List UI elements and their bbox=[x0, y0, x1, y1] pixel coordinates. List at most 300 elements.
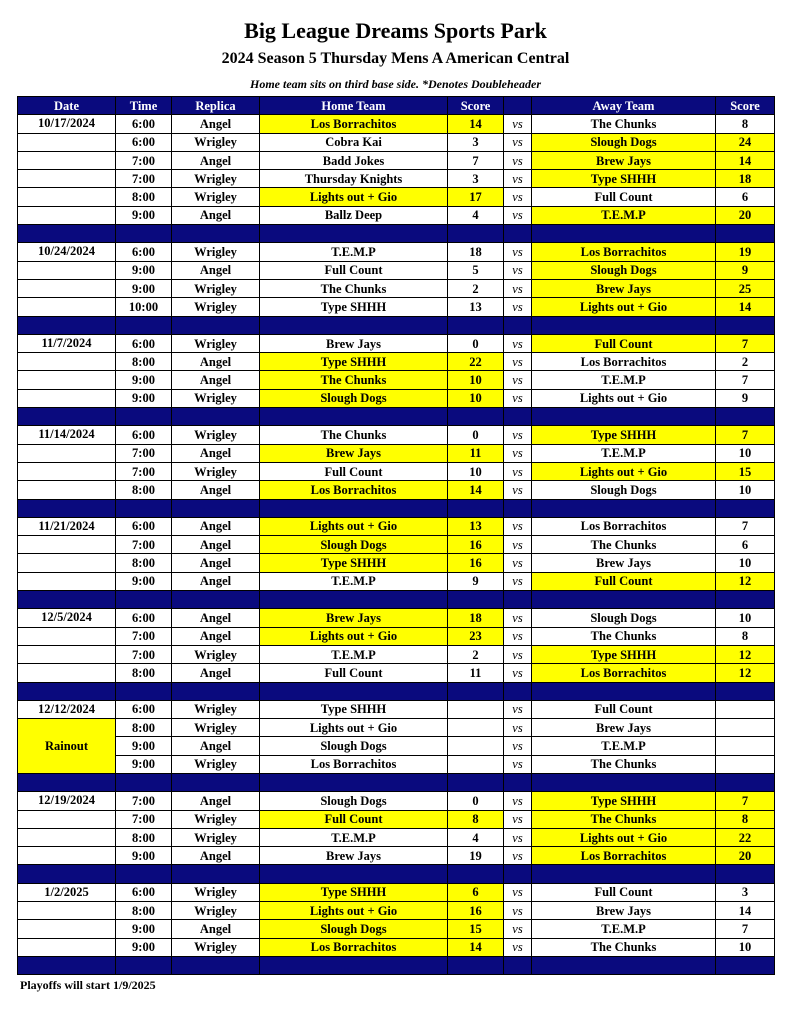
game-replica: Angel bbox=[172, 481, 260, 499]
home-score: 8 bbox=[448, 810, 504, 828]
game-date-empty bbox=[18, 261, 116, 279]
table-row bbox=[18, 645, 775, 663]
away-team: The Chunks bbox=[532, 810, 716, 828]
away-team: Lights out + Gio bbox=[532, 298, 716, 316]
game-date-empty bbox=[18, 133, 116, 151]
game-time: 6:00 bbox=[116, 133, 172, 151]
game-replica: Angel bbox=[172, 572, 260, 590]
game-date-empty bbox=[18, 938, 116, 956]
separator-cell bbox=[260, 591, 448, 609]
vs-label: vs bbox=[504, 792, 532, 810]
game-date: 12/19/2024 bbox=[18, 792, 116, 810]
game-date-empty bbox=[18, 188, 116, 206]
home-score: 10 bbox=[448, 462, 504, 480]
col-home-score: Score bbox=[448, 97, 504, 115]
away-score: 10 bbox=[716, 554, 775, 572]
table-row bbox=[18, 719, 775, 737]
schedule-table bbox=[17, 96, 775, 975]
vs-label: vs bbox=[504, 206, 532, 224]
table-row bbox=[18, 517, 775, 535]
away-team: The Chunks bbox=[532, 755, 716, 773]
vs-label: vs bbox=[504, 572, 532, 590]
table-row bbox=[18, 920, 775, 938]
away-score: 7 bbox=[716, 371, 775, 389]
away-score: 10 bbox=[716, 938, 775, 956]
separator-cell bbox=[18, 408, 116, 426]
separator-cell bbox=[716, 865, 775, 883]
away-score: 9 bbox=[716, 261, 775, 279]
separator-cell bbox=[532, 499, 716, 517]
week-separator bbox=[18, 956, 775, 974]
home-score: 18 bbox=[448, 609, 504, 627]
vs-label: vs bbox=[504, 719, 532, 737]
separator-cell bbox=[260, 682, 448, 700]
home-team: Cobra Kai bbox=[260, 133, 448, 151]
separator-cell bbox=[116, 956, 172, 974]
game-replica: Wrigley bbox=[172, 938, 260, 956]
home-team: Full Count bbox=[260, 261, 448, 279]
separator-cell bbox=[532, 316, 716, 334]
game-date-empty bbox=[18, 810, 116, 828]
game-date-empty bbox=[18, 462, 116, 480]
game-replica: Angel bbox=[172, 151, 260, 169]
table-row bbox=[18, 609, 775, 627]
away-team: Los Borrachitos bbox=[532, 847, 716, 865]
home-score: 7 bbox=[448, 151, 504, 169]
game-replica: Wrigley bbox=[172, 188, 260, 206]
table-row bbox=[18, 462, 775, 480]
home-team: Type SHHH bbox=[260, 353, 448, 371]
table-row bbox=[18, 206, 775, 224]
game-time: 7:00 bbox=[116, 645, 172, 663]
away-team: Type SHHH bbox=[532, 645, 716, 663]
home-team: Brew Jays bbox=[260, 847, 448, 865]
week-separator bbox=[18, 865, 775, 883]
week-separator bbox=[18, 591, 775, 609]
home-score: 18 bbox=[448, 243, 504, 261]
schedule-body bbox=[18, 115, 775, 975]
away-score: 22 bbox=[716, 828, 775, 846]
away-team: Full Count bbox=[532, 188, 716, 206]
game-date-empty bbox=[18, 554, 116, 572]
home-team: Los Borrachitos bbox=[260, 115, 448, 133]
vs-label: vs bbox=[504, 902, 532, 920]
away-team: Slough Dogs bbox=[532, 609, 716, 627]
vs-label: vs bbox=[504, 883, 532, 901]
home-team: Slough Dogs bbox=[260, 792, 448, 810]
away-score: 10 bbox=[716, 609, 775, 627]
away-score: 7 bbox=[716, 920, 775, 938]
game-replica: Wrigley bbox=[172, 902, 260, 920]
home-score: 2 bbox=[448, 645, 504, 663]
game-replica: Wrigley bbox=[172, 462, 260, 480]
separator-cell bbox=[716, 591, 775, 609]
game-time: 9:00 bbox=[116, 755, 172, 773]
game-replica: Wrigley bbox=[172, 719, 260, 737]
table-row bbox=[18, 883, 775, 901]
vs-label: vs bbox=[504, 334, 532, 352]
vs-label: vs bbox=[504, 115, 532, 133]
away-team: Slough Dogs bbox=[532, 261, 716, 279]
game-date-empty bbox=[18, 920, 116, 938]
game-date-empty bbox=[18, 645, 116, 663]
game-date: 10/24/2024 bbox=[18, 243, 116, 261]
game-replica: Angel bbox=[172, 627, 260, 645]
home-score: 16 bbox=[448, 536, 504, 554]
home-team: Lights out + Gio bbox=[260, 517, 448, 535]
home-score: 0 bbox=[448, 334, 504, 352]
away-score: 20 bbox=[716, 206, 775, 224]
home-score bbox=[448, 700, 504, 718]
week-separator bbox=[18, 225, 775, 243]
home-score: 14 bbox=[448, 481, 504, 499]
home-team: Badd Jokes bbox=[260, 151, 448, 169]
vs-label: vs bbox=[504, 133, 532, 151]
home-score: 11 bbox=[448, 664, 504, 682]
home-team: Ballz Deep bbox=[260, 206, 448, 224]
away-team: Brew Jays bbox=[532, 902, 716, 920]
game-date-empty bbox=[18, 902, 116, 920]
separator-cell bbox=[532, 773, 716, 791]
separator-cell bbox=[716, 773, 775, 791]
home-score bbox=[448, 737, 504, 755]
separator-cell bbox=[504, 316, 532, 334]
away-score: 8 bbox=[716, 810, 775, 828]
game-replica: Wrigley bbox=[172, 426, 260, 444]
home-score: 3 bbox=[448, 133, 504, 151]
game-date-empty bbox=[18, 151, 116, 169]
col-date: Date bbox=[18, 97, 116, 115]
separator-cell bbox=[532, 956, 716, 974]
vs-label: vs bbox=[504, 627, 532, 645]
separator-cell bbox=[716, 225, 775, 243]
separator-cell bbox=[172, 591, 260, 609]
separator-cell bbox=[716, 408, 775, 426]
separator-cell bbox=[260, 773, 448, 791]
table-row bbox=[18, 572, 775, 590]
game-time: 9:00 bbox=[116, 920, 172, 938]
separator-cell bbox=[18, 225, 116, 243]
away-team: Slough Dogs bbox=[532, 133, 716, 151]
table-row bbox=[18, 334, 775, 352]
home-team: Type SHHH bbox=[260, 554, 448, 572]
week-separator bbox=[18, 408, 775, 426]
away-team: Brew Jays bbox=[532, 279, 716, 297]
separator-cell bbox=[18, 499, 116, 517]
away-score: 12 bbox=[716, 572, 775, 590]
home-team: Brew Jays bbox=[260, 444, 448, 462]
home-score: 3 bbox=[448, 170, 504, 188]
home-team: Full Count bbox=[260, 810, 448, 828]
separator-cell bbox=[260, 499, 448, 517]
separator-cell bbox=[504, 956, 532, 974]
away-team: T.E.M.P bbox=[532, 206, 716, 224]
home-team: Brew Jays bbox=[260, 609, 448, 627]
away-score: 7 bbox=[716, 334, 775, 352]
vs-label: vs bbox=[504, 170, 532, 188]
game-time: 6:00 bbox=[116, 883, 172, 901]
away-team: Lights out + Gio bbox=[532, 389, 716, 407]
separator-cell bbox=[504, 408, 532, 426]
game-replica: Angel bbox=[172, 847, 260, 865]
vs-label: vs bbox=[504, 151, 532, 169]
separator-cell bbox=[260, 865, 448, 883]
game-replica: Angel bbox=[172, 115, 260, 133]
game-replica: Wrigley bbox=[172, 279, 260, 297]
game-replica: Angel bbox=[172, 371, 260, 389]
table-row bbox=[18, 279, 775, 297]
game-replica: Angel bbox=[172, 737, 260, 755]
home-team: Slough Dogs bbox=[260, 536, 448, 554]
separator-cell bbox=[172, 956, 260, 974]
game-time: 7:00 bbox=[116, 462, 172, 480]
game-time: 9:00 bbox=[116, 261, 172, 279]
away-score: 6 bbox=[716, 188, 775, 206]
game-replica: Wrigley bbox=[172, 334, 260, 352]
game-date-empty bbox=[18, 353, 116, 371]
home-score: 13 bbox=[448, 298, 504, 316]
home-score: 13 bbox=[448, 517, 504, 535]
away-team: T.E.M.P bbox=[532, 737, 716, 755]
away-team: The Chunks bbox=[532, 536, 716, 554]
separator-cell bbox=[116, 591, 172, 609]
separator-cell bbox=[260, 408, 448, 426]
game-date-empty bbox=[18, 847, 116, 865]
home-score: 16 bbox=[448, 902, 504, 920]
col-replica: Replica bbox=[172, 97, 260, 115]
home-score bbox=[448, 719, 504, 737]
home-score: 19 bbox=[448, 847, 504, 865]
home-team: The Chunks bbox=[260, 371, 448, 389]
game-date-empty bbox=[18, 444, 116, 462]
away-team: The Chunks bbox=[532, 115, 716, 133]
game-replica: Angel bbox=[172, 792, 260, 810]
vs-label: vs bbox=[504, 298, 532, 316]
vs-label: vs bbox=[504, 828, 532, 846]
game-time: 8:00 bbox=[116, 353, 172, 371]
table-row bbox=[18, 902, 775, 920]
table-row bbox=[18, 353, 775, 371]
col-time: Time bbox=[116, 97, 172, 115]
vs-label: vs bbox=[504, 755, 532, 773]
away-score: 8 bbox=[716, 115, 775, 133]
vs-label: vs bbox=[504, 426, 532, 444]
home-score: 10 bbox=[448, 389, 504, 407]
separator-cell bbox=[116, 773, 172, 791]
home-team: Los Borrachitos bbox=[260, 938, 448, 956]
separator-cell bbox=[504, 591, 532, 609]
page-title: Big League Dreams Sports Park bbox=[244, 18, 547, 43]
home-score: 17 bbox=[448, 188, 504, 206]
separator-cell bbox=[532, 865, 716, 883]
col-away-team: Away Team bbox=[532, 97, 716, 115]
away-score: 12 bbox=[716, 664, 775, 682]
game-date-empty bbox=[18, 664, 116, 682]
away-team: Brew Jays bbox=[532, 151, 716, 169]
game-replica: Angel bbox=[172, 920, 260, 938]
separator-cell bbox=[504, 225, 532, 243]
game-date: 12/12/2024 bbox=[18, 700, 116, 718]
away-score bbox=[716, 755, 775, 773]
game-replica: Wrigley bbox=[172, 828, 260, 846]
away-score: 19 bbox=[716, 243, 775, 261]
table-row bbox=[18, 444, 775, 462]
home-score: 11 bbox=[448, 444, 504, 462]
table-row bbox=[18, 828, 775, 846]
away-team: T.E.M.P bbox=[532, 444, 716, 462]
separator-cell bbox=[172, 408, 260, 426]
away-score: 7 bbox=[716, 426, 775, 444]
game-replica: Wrigley bbox=[172, 389, 260, 407]
col-away-score: Score bbox=[716, 97, 775, 115]
table-row bbox=[18, 188, 775, 206]
home-score: 6 bbox=[448, 883, 504, 901]
table-row bbox=[18, 627, 775, 645]
game-replica: Wrigley bbox=[172, 645, 260, 663]
game-replica: Wrigley bbox=[172, 700, 260, 718]
page-subtitle: 2024 Season 5 Thursday Mens A American Central bbox=[221, 50, 570, 67]
separator-cell bbox=[448, 408, 504, 426]
vs-label: vs bbox=[504, 554, 532, 572]
away-score: 6 bbox=[716, 536, 775, 554]
game-time: 7:00 bbox=[116, 810, 172, 828]
home-team: The Chunks bbox=[260, 279, 448, 297]
separator-cell bbox=[18, 865, 116, 883]
separator-cell bbox=[448, 773, 504, 791]
separator-cell bbox=[18, 682, 116, 700]
vs-label: vs bbox=[504, 609, 532, 627]
separator-cell bbox=[532, 408, 716, 426]
vs-label: vs bbox=[504, 389, 532, 407]
separator-cell bbox=[504, 499, 532, 517]
game-date: 11/14/2024 bbox=[18, 426, 116, 444]
away-score: 14 bbox=[716, 902, 775, 920]
vs-label: vs bbox=[504, 810, 532, 828]
separator-cell bbox=[716, 499, 775, 517]
away-team: The Chunks bbox=[532, 938, 716, 956]
col-home-team: Home Team bbox=[260, 97, 448, 115]
away-score: 15 bbox=[716, 462, 775, 480]
table-row bbox=[18, 170, 775, 188]
away-score: 9 bbox=[716, 389, 775, 407]
vs-label: vs bbox=[504, 664, 532, 682]
away-team: T.E.M.P bbox=[532, 371, 716, 389]
away-team: Brew Jays bbox=[532, 554, 716, 572]
table-row bbox=[18, 792, 775, 810]
home-score bbox=[448, 755, 504, 773]
away-team: The Chunks bbox=[532, 627, 716, 645]
game-date: 11/21/2024 bbox=[18, 517, 116, 535]
home-team: Brew Jays bbox=[260, 334, 448, 352]
game-time: 7:00 bbox=[116, 444, 172, 462]
vs-label: vs bbox=[504, 737, 532, 755]
away-score: 25 bbox=[716, 279, 775, 297]
game-date: 11/7/2024 bbox=[18, 334, 116, 352]
rainout-badge: Rainout bbox=[18, 719, 116, 774]
home-team: Full Count bbox=[260, 664, 448, 682]
game-time: 6:00 bbox=[116, 243, 172, 261]
game-date-empty bbox=[18, 298, 116, 316]
separator-cell bbox=[504, 682, 532, 700]
game-time: 9:00 bbox=[116, 389, 172, 407]
home-team: Los Borrachitos bbox=[260, 755, 448, 773]
table-row bbox=[18, 536, 775, 554]
game-time: 8:00 bbox=[116, 664, 172, 682]
home-score: 9 bbox=[448, 572, 504, 590]
game-time: 8:00 bbox=[116, 188, 172, 206]
game-time: 9:00 bbox=[116, 737, 172, 755]
away-score: 18 bbox=[716, 170, 775, 188]
vs-label: vs bbox=[504, 243, 532, 261]
game-replica: Angel bbox=[172, 206, 260, 224]
home-score: 23 bbox=[448, 627, 504, 645]
game-replica: Wrigley bbox=[172, 133, 260, 151]
week-separator bbox=[18, 682, 775, 700]
vs-label: vs bbox=[504, 188, 532, 206]
home-score: 5 bbox=[448, 261, 504, 279]
home-score: 4 bbox=[448, 206, 504, 224]
away-team: Lights out + Gio bbox=[532, 828, 716, 846]
separator-cell bbox=[532, 682, 716, 700]
week-separator bbox=[18, 499, 775, 517]
game-replica: Angel bbox=[172, 261, 260, 279]
vs-label: vs bbox=[504, 353, 532, 371]
home-score: 0 bbox=[448, 426, 504, 444]
game-time: 7:00 bbox=[116, 170, 172, 188]
home-team: Type SHHH bbox=[260, 883, 448, 901]
vs-label: vs bbox=[504, 700, 532, 718]
game-time: 8:00 bbox=[116, 719, 172, 737]
game-date-empty bbox=[18, 828, 116, 846]
game-time: 8:00 bbox=[116, 828, 172, 846]
game-time: 6:00 bbox=[116, 700, 172, 718]
home-team: The Chunks bbox=[260, 426, 448, 444]
vs-label: vs bbox=[504, 645, 532, 663]
separator-cell bbox=[504, 773, 532, 791]
game-date-empty bbox=[18, 170, 116, 188]
table-row bbox=[18, 389, 775, 407]
home-team: Type SHHH bbox=[260, 700, 448, 718]
separator-cell bbox=[260, 316, 448, 334]
game-time: 7:00 bbox=[116, 151, 172, 169]
game-replica: Angel bbox=[172, 444, 260, 462]
table-row bbox=[18, 151, 775, 169]
table-row bbox=[18, 938, 775, 956]
home-team: Type SHHH bbox=[260, 298, 448, 316]
game-time: 6:00 bbox=[116, 334, 172, 352]
away-score: 7 bbox=[716, 517, 775, 535]
schedule-note: Home team sits on third base side. *Denotes Doubleheader bbox=[250, 77, 541, 91]
separator-cell bbox=[260, 956, 448, 974]
home-team: Lights out + Gio bbox=[260, 188, 448, 206]
game-replica: Wrigley bbox=[172, 755, 260, 773]
separator-cell bbox=[18, 956, 116, 974]
separator-cell bbox=[448, 499, 504, 517]
away-score: 8 bbox=[716, 627, 775, 645]
vs-label: vs bbox=[504, 847, 532, 865]
table-row bbox=[18, 298, 775, 316]
away-team: Full Count bbox=[532, 700, 716, 718]
table-row bbox=[18, 664, 775, 682]
home-score: 0 bbox=[448, 792, 504, 810]
game-date-empty bbox=[18, 536, 116, 554]
vs-label: vs bbox=[504, 462, 532, 480]
table-header-row bbox=[18, 97, 775, 115]
game-replica: Angel bbox=[172, 353, 260, 371]
home-team: Slough Dogs bbox=[260, 737, 448, 755]
away-team: Los Borrachitos bbox=[532, 517, 716, 535]
separator-cell bbox=[532, 591, 716, 609]
